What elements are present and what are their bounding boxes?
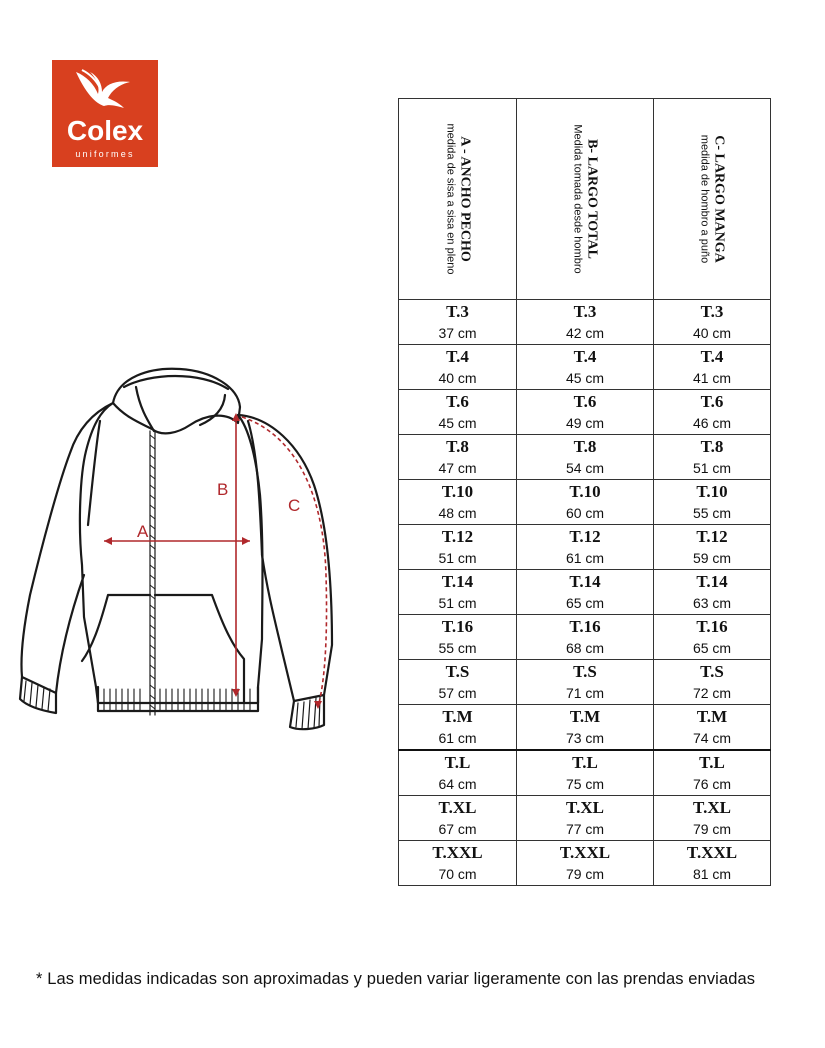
chest-value: 40 cm <box>438 370 477 386</box>
cell-length <box>517 841 654 886</box>
cell-length <box>517 705 654 751</box>
sleeve-value: 41 cm <box>692 370 732 386</box>
header-chest-title: A - ANCHO PECHO <box>457 136 472 262</box>
size-label: T.XL <box>693 798 731 817</box>
body-outline <box>80 403 263 703</box>
size-label: T.S <box>573 662 597 681</box>
header-length-title: B- LARGO TOTAL <box>584 139 600 259</box>
table-row <box>399 345 771 390</box>
size-label: T.14 <box>569 572 601 591</box>
size-label: T.L <box>572 753 598 772</box>
cell-sleeve <box>654 750 771 796</box>
cell-chest <box>399 345 517 390</box>
cell-sleeve <box>654 345 771 390</box>
size-label: T.14 <box>441 572 474 591</box>
length-value: 77 cm <box>565 821 605 837</box>
table-row <box>399 525 771 570</box>
header-sleeve-title: C- LARGO MANGA <box>711 135 727 263</box>
sleeve-value: 59 cm <box>692 550 732 566</box>
table-row <box>399 390 771 435</box>
sleeve-value: 65 cm <box>692 640 732 656</box>
chest-value: 55 cm <box>438 640 477 656</box>
size-label: T.6 <box>573 392 597 411</box>
length-value: 65 cm <box>565 595 605 611</box>
header-chest-subtitle: medida de sisa a sisa en pleno <box>444 123 456 275</box>
size-table <box>398 98 771 886</box>
cell-sleeve <box>654 841 771 886</box>
cell-length <box>517 660 654 705</box>
header-sleeve <box>654 99 771 300</box>
length-value: 42 cm <box>565 325 605 341</box>
header-length-subtitle: Medida tomada desde hombro <box>571 124 584 274</box>
chest-value: 51 cm <box>438 550 477 566</box>
cell-length <box>517 435 654 480</box>
sleeve-value: 76 cm <box>692 776 732 792</box>
cell-chest <box>399 390 517 435</box>
sleeve-value: 81 cm <box>692 866 732 882</box>
cell-sleeve <box>654 796 771 841</box>
size-label: T.16 <box>696 617 728 636</box>
brand-logo <box>52 60 158 167</box>
size-label: T.12 <box>441 527 474 546</box>
bird-icon <box>72 68 138 114</box>
cell-chest <box>399 435 517 480</box>
disclaimer-note: * Las medidas indicadas son aproximadas y pueden variar ligeramente con las prendas enviadas <box>36 970 756 988</box>
cell-chest <box>399 750 517 796</box>
cell-sleeve <box>654 615 771 660</box>
cell-sleeve <box>654 480 771 525</box>
header-row <box>399 99 771 300</box>
cell-chest <box>399 480 517 525</box>
cell-chest <box>399 525 517 570</box>
cell-length <box>517 570 654 615</box>
table-row <box>399 705 771 751</box>
cell-sleeve <box>654 300 771 345</box>
cell-chest <box>399 660 517 705</box>
left-sleeve <box>21 403 113 693</box>
size-label: T.L <box>699 753 725 772</box>
sleeve-value: 55 cm <box>692 505 732 521</box>
length-value: 79 cm <box>565 866 605 882</box>
chest-value: 48 cm <box>438 505 477 521</box>
cell-length <box>517 750 654 796</box>
cell-length <box>517 390 654 435</box>
table-row <box>399 480 771 525</box>
size-label: T.M <box>442 707 473 726</box>
jacket-diagram <box>0 355 345 755</box>
sleeve-value: 72 cm <box>692 685 732 701</box>
cell-length <box>517 615 654 660</box>
size-label: T.4 <box>573 347 597 366</box>
size-label: T.XL <box>566 798 604 817</box>
size-label: T.XXL <box>686 843 738 862</box>
chest-value: 61 cm <box>438 730 477 746</box>
size-label: T.3 <box>446 302 469 321</box>
cell-chest <box>399 570 517 615</box>
brand-tagline: uniformes <box>75 149 135 159</box>
chest-value: 51 cm <box>438 595 477 611</box>
cell-sleeve <box>654 705 771 751</box>
size-label: T.S <box>445 662 470 681</box>
sleeve-value: 74 cm <box>692 730 732 746</box>
length-value: 71 cm <box>565 685 605 701</box>
size-label: T.12 <box>696 527 728 546</box>
table-row <box>399 660 771 705</box>
sleeve-value: 40 cm <box>692 325 732 341</box>
table-row <box>399 435 771 480</box>
sleeve-value: 79 cm <box>692 821 732 837</box>
length-value: 60 cm <box>565 505 605 521</box>
length-value: 45 cm <box>565 370 605 386</box>
zipper <box>150 431 155 715</box>
chest-value: 47 cm <box>438 460 477 476</box>
size-label: T.16 <box>569 617 601 636</box>
chest-value: 37 cm <box>438 325 477 341</box>
size-label: T.3 <box>700 302 724 321</box>
hood-outline <box>113 369 240 434</box>
size-label: T.XXL <box>432 843 483 862</box>
size-label: T.8 <box>573 437 597 456</box>
label-c: C <box>288 496 301 515</box>
table-row <box>399 615 771 660</box>
table-row <box>399 750 771 796</box>
size-label: T.6 <box>700 392 724 411</box>
kangaroo-pocket <box>82 595 244 703</box>
cell-sleeve <box>654 390 771 435</box>
cell-sleeve <box>654 660 771 705</box>
size-label: T.6 <box>446 392 469 411</box>
size-label: T.16 <box>441 617 474 636</box>
length-value: 61 cm <box>565 550 605 566</box>
cell-length <box>517 300 654 345</box>
cell-chest <box>399 796 517 841</box>
right-sleeve <box>238 415 332 701</box>
size-label: T.3 <box>573 302 597 321</box>
label-a: A <box>137 522 149 541</box>
length-value: 75 cm <box>565 776 605 792</box>
cell-chest <box>399 300 517 345</box>
header-length <box>517 99 654 300</box>
cell-sleeve <box>654 525 771 570</box>
chest-value: 45 cm <box>438 415 477 431</box>
length-value: 68 cm <box>565 640 605 656</box>
header-chest <box>399 99 517 300</box>
cell-sleeve <box>654 435 771 480</box>
cell-chest <box>399 705 517 751</box>
size-label: T.10 <box>441 482 474 501</box>
size-label: T.XXL <box>559 843 611 862</box>
cell-length <box>517 796 654 841</box>
length-value: 49 cm <box>565 415 605 431</box>
size-label: T.12 <box>569 527 601 546</box>
size-label: T.8 <box>446 437 469 456</box>
cell-sleeve <box>654 570 771 615</box>
cell-length <box>517 345 654 390</box>
size-label: T.4 <box>700 347 724 366</box>
table-row <box>399 300 771 345</box>
size-label: T.M <box>569 707 601 726</box>
size-label: T.14 <box>696 572 728 591</box>
chest-value: 70 cm <box>438 866 477 882</box>
length-value: 73 cm <box>565 730 605 746</box>
table-row <box>399 841 771 886</box>
chest-value: 57 cm <box>438 685 477 701</box>
size-label: T.XL <box>438 798 477 817</box>
size-label: T.M <box>696 707 728 726</box>
size-label: T.8 <box>700 437 724 456</box>
cell-length <box>517 480 654 525</box>
brand-name: Colex <box>66 115 144 146</box>
sleeve-value: 51 cm <box>692 460 732 476</box>
cell-chest <box>399 615 517 660</box>
cell-chest <box>399 841 517 886</box>
size-label: T.10 <box>696 482 728 501</box>
chest-value: 67 cm <box>438 821 477 837</box>
header-sleeve-subtitle: medida de hombro a puño <box>698 134 711 264</box>
size-label: T.L <box>444 753 471 772</box>
table-row <box>399 570 771 615</box>
chest-value: 64 cm <box>438 776 477 792</box>
label-b: B <box>217 480 229 499</box>
sleeve-value: 46 cm <box>692 415 732 431</box>
size-label: T.4 <box>446 347 469 366</box>
cell-length <box>517 525 654 570</box>
table-row <box>399 796 771 841</box>
sleeve-value: 63 cm <box>692 595 732 611</box>
size-label: T.10 <box>569 482 601 501</box>
size-label: T.S <box>700 662 724 681</box>
length-value: 54 cm <box>565 460 605 476</box>
